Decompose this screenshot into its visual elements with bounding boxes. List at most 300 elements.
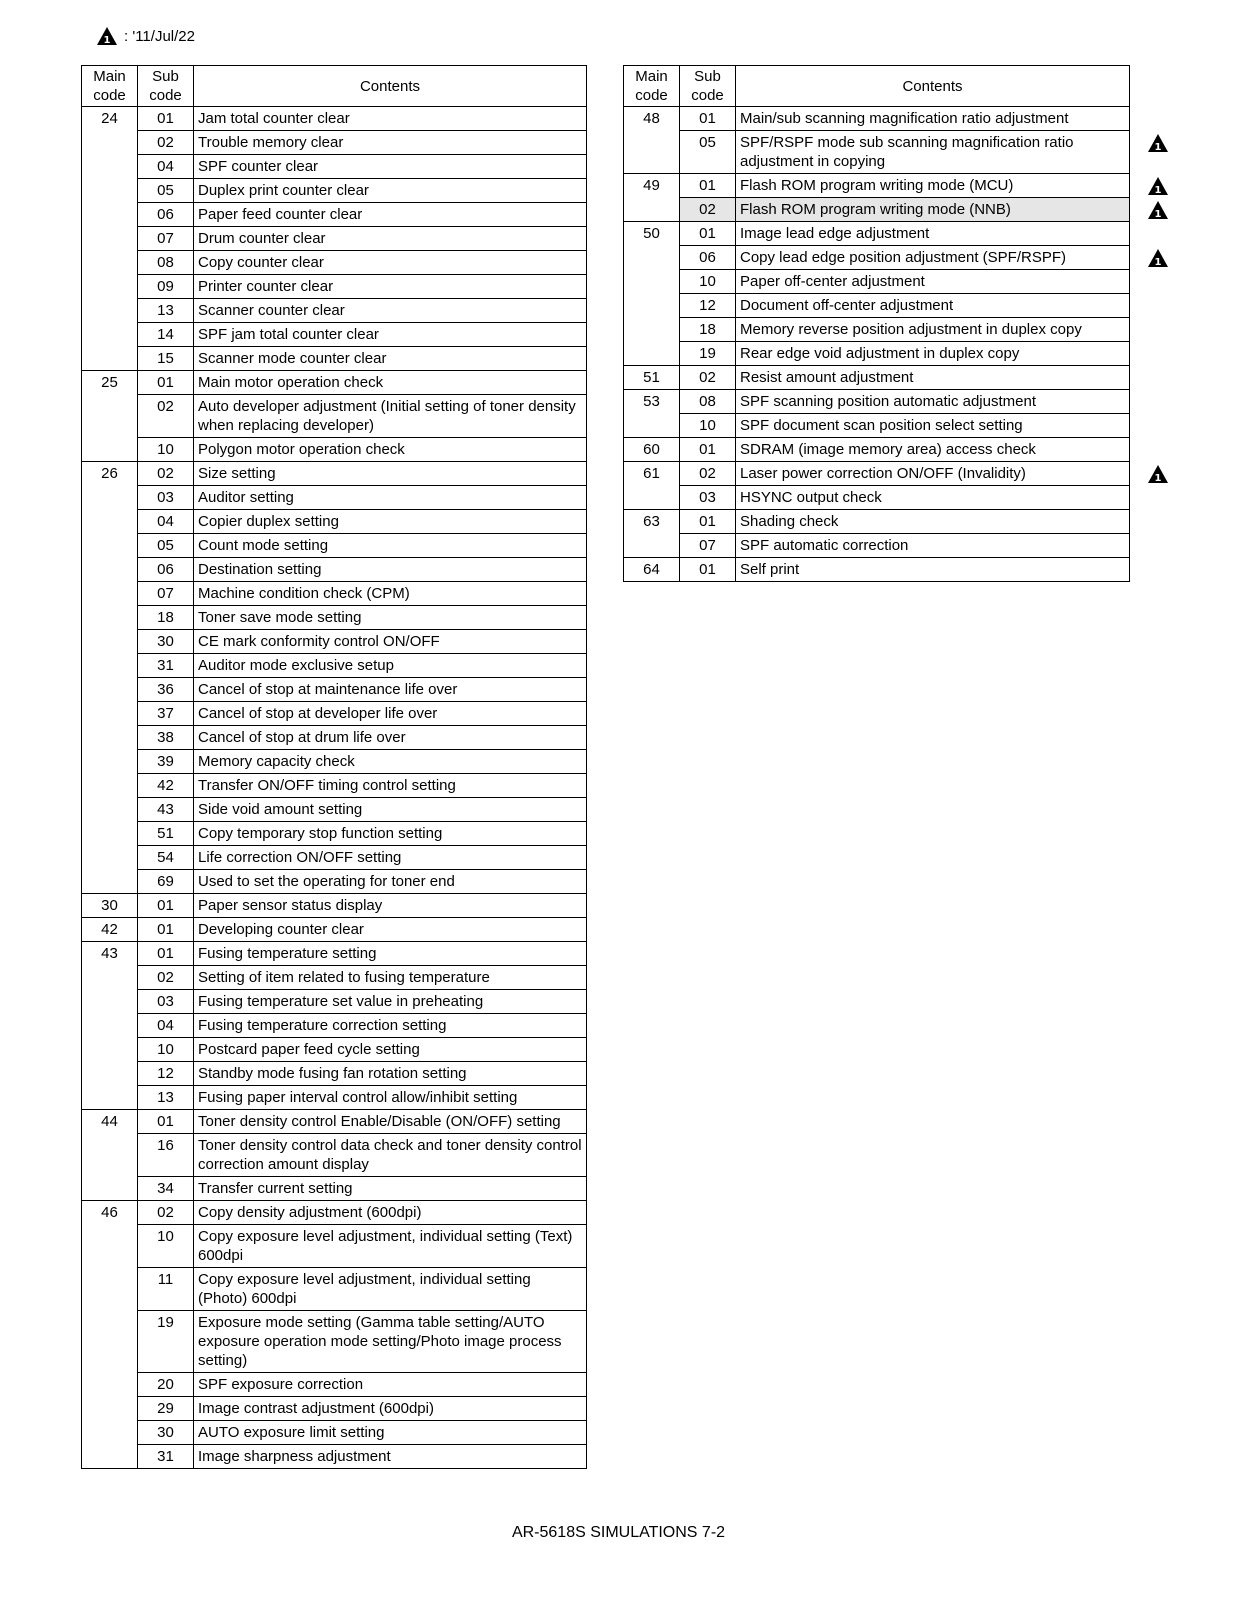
contents-cell: Self print: [736, 558, 1130, 582]
main-code-cell: 42: [82, 918, 138, 942]
contents-cell: Machine condition check (CPM): [194, 582, 587, 606]
main-code-cell: [82, 347, 138, 371]
table-row: [624, 366, 1130, 390]
contents-cell: SPF scanning position automatic adjustment: [736, 390, 1130, 414]
contents-cell: Fusing paper interval control allow/inhibit setting: [194, 1086, 587, 1110]
contents-cell: Rear edge void adjustment in duplex copy: [736, 342, 1130, 366]
table-row: [82, 275, 587, 299]
contents-cell: Laser power correction ON/OFF (Invalidity): [736, 462, 1130, 486]
contents-cell: Side void amount setting: [194, 798, 587, 822]
table-row: [624, 174, 1130, 198]
sub-code-cell: 43: [138, 798, 194, 822]
table-row: [82, 894, 587, 918]
main-code-cell: [624, 414, 680, 438]
main-code-cell: [82, 1397, 138, 1421]
main-code-cell: [624, 318, 680, 342]
contents-cell: Fusing temperature setting: [194, 942, 587, 966]
table-row: [82, 534, 587, 558]
main-code-cell: [82, 227, 138, 251]
table-row: [82, 942, 587, 966]
sub-code-cell: 10: [138, 1225, 194, 1268]
table-row: [82, 798, 587, 822]
revision-warning-icon: [1147, 248, 1169, 268]
sub-code-cell: 51: [138, 822, 194, 846]
table-row: [82, 107, 587, 131]
contents-cell: Flash ROM program writing mode (NNB): [736, 198, 1130, 222]
sub-code-cell: 16: [138, 1134, 194, 1177]
contents-cell: Copy exposure level adjustment, individual setting (Photo) 600dpi: [194, 1268, 587, 1311]
table-row: [82, 155, 587, 179]
sub-code-cell: 02: [680, 198, 736, 222]
main-code-cell: [82, 131, 138, 155]
table-row: [624, 222, 1130, 246]
contents-cell: Life correction ON/OFF setting: [194, 846, 587, 870]
sub-code-cell: 13: [138, 299, 194, 323]
table-row: [82, 438, 587, 462]
header-sub-code: Sub code: [680, 66, 736, 107]
contents-cell: Developing counter clear: [194, 918, 587, 942]
main-code-cell: [82, 822, 138, 846]
contents-cell: HSYNC output check: [736, 486, 1130, 510]
contents-cell: Cancel of stop at maintenance life over: [194, 678, 587, 702]
table-header-row: [82, 66, 587, 107]
sub-code-cell: 01: [138, 942, 194, 966]
main-code-cell: [624, 246, 680, 270]
table-row: [82, 1201, 587, 1225]
sub-code-cell: 02: [138, 1201, 194, 1225]
table-row: [82, 1225, 587, 1268]
main-code-cell: [82, 1268, 138, 1311]
main-code-cell: [82, 1038, 138, 1062]
contents-cell: Cancel of stop at drum life over: [194, 726, 587, 750]
sub-code-cell: 08: [138, 251, 194, 275]
contents-cell: Destination setting: [194, 558, 587, 582]
table-row: [82, 371, 587, 395]
table-header-row: [624, 66, 1130, 107]
sub-code-cell: 07: [138, 582, 194, 606]
table-row: [82, 654, 587, 678]
table-row: [82, 1421, 587, 1445]
sub-code-cell: 06: [138, 203, 194, 227]
sub-code-cell: 19: [680, 342, 736, 366]
sub-code-cell: 18: [138, 606, 194, 630]
main-code-cell: [82, 1445, 138, 1469]
sub-code-cell: 30: [138, 1421, 194, 1445]
contents-cell: Memory capacity check: [194, 750, 587, 774]
contents-cell: Drum counter clear: [194, 227, 587, 251]
header-contents: Contents: [736, 66, 1130, 107]
sub-code-cell: 04: [138, 155, 194, 179]
sub-code-cell: 31: [138, 654, 194, 678]
main-code-cell: [82, 1014, 138, 1038]
main-code-cell: [624, 270, 680, 294]
sub-code-cell: 10: [138, 438, 194, 462]
sub-code-cell: 31: [138, 1445, 194, 1469]
contents-cell: Paper sensor status display: [194, 894, 587, 918]
table-row: [82, 630, 587, 654]
table-row: [82, 1311, 587, 1373]
contents-cell: Transfer ON/OFF timing control setting: [194, 774, 587, 798]
contents-cell: SPF document scan position select setting: [736, 414, 1130, 438]
page-footer: AR-5618S SIMULATIONS 7-2: [511, 1524, 726, 1541]
contents-cell: Flash ROM program writing mode (MCU): [736, 174, 1130, 198]
contents-cell: Toner save mode setting: [194, 606, 587, 630]
contents-cell: Copy exposure level adjustment, individual setting (Text) 600dpi: [194, 1225, 587, 1268]
contents-cell: Main motor operation check: [194, 371, 587, 395]
main-code-cell: [82, 510, 138, 534]
table-row: [624, 414, 1130, 438]
contents-cell: Auto developer adjustment (Initial setting of toner density when replacing developer): [194, 395, 587, 438]
table-row: [624, 558, 1130, 582]
revision-warning-icon: [96, 26, 118, 46]
main-code-cell: 44: [82, 1110, 138, 1134]
sub-code-cell: 03: [680, 486, 736, 510]
contents-cell: Copy counter clear: [194, 251, 587, 275]
header-main-code: Main code: [82, 66, 138, 107]
header-contents: Contents: [194, 66, 587, 107]
table-row: [82, 1445, 587, 1469]
simulation-table-left: [81, 65, 587, 1469]
table-row: [82, 1373, 587, 1397]
sub-code-cell: 07: [138, 227, 194, 251]
main-code-cell: [82, 1062, 138, 1086]
sub-code-cell: 12: [138, 1062, 194, 1086]
main-code-cell: [82, 1086, 138, 1110]
table-row: [82, 990, 587, 1014]
sub-code-cell: 05: [138, 179, 194, 203]
main-code-cell: [82, 846, 138, 870]
sub-code-cell: 03: [138, 486, 194, 510]
contents-cell: Exposure mode setting (Gamma table setting/AUTO exposure operation mode setting/Photo image process setting): [194, 1311, 587, 1373]
main-code-cell: [82, 606, 138, 630]
main-code-cell: [82, 323, 138, 347]
sub-code-cell: 02: [138, 966, 194, 990]
main-code-cell: [82, 798, 138, 822]
contents-cell: Scanner mode counter clear: [194, 347, 587, 371]
table-row: [624, 534, 1130, 558]
sub-code-cell: 01: [680, 558, 736, 582]
contents-cell: SPF exposure correction: [194, 1373, 587, 1397]
table-row: [82, 1268, 587, 1311]
main-code-cell: [624, 294, 680, 318]
sub-code-cell: 06: [138, 558, 194, 582]
sub-code-cell: 10: [138, 1038, 194, 1062]
main-code-cell: [82, 203, 138, 227]
main-code-cell: [82, 750, 138, 774]
contents-cell: Copy lead edge position adjustment (SPF/RSPF): [736, 246, 1130, 270]
contents-cell: Fusing temperature set value in preheating: [194, 990, 587, 1014]
table-row: [624, 198, 1130, 222]
contents-cell: Main/sub scanning magnification ratio adjustment: [736, 107, 1130, 131]
contents-cell: Memory reverse position adjustment in duplex copy: [736, 318, 1130, 342]
main-code-cell: [82, 179, 138, 203]
revision-note: [96, 26, 195, 46]
main-code-cell: [82, 726, 138, 750]
sub-code-cell: 10: [680, 414, 736, 438]
main-code-cell: [82, 990, 138, 1014]
main-code-cell: [82, 486, 138, 510]
table-row: [624, 131, 1130, 174]
sub-code-cell: 02: [680, 366, 736, 390]
table-row: [624, 294, 1130, 318]
contents-cell: SDRAM (image memory area) access check: [736, 438, 1130, 462]
main-code-cell: 51: [624, 366, 680, 390]
sub-code-cell: 01: [138, 371, 194, 395]
sub-code-cell: 01: [138, 1110, 194, 1134]
main-code-cell: [82, 774, 138, 798]
sub-code-cell: 12: [680, 294, 736, 318]
sub-code-cell: 01: [138, 918, 194, 942]
contents-cell: Copy temporary stop function setting: [194, 822, 587, 846]
sub-code-cell: 38: [138, 726, 194, 750]
contents-cell: Image contrast adjustment (600dpi): [194, 1397, 587, 1421]
main-code-cell: [82, 438, 138, 462]
sub-code-cell: 01: [138, 107, 194, 131]
contents-cell: Used to set the operating for toner end: [194, 870, 587, 894]
main-code-cell: 25: [82, 371, 138, 395]
contents-cell: Toner density control Enable/Disable (ON/OFF) setting: [194, 1110, 587, 1134]
contents-cell: Paper off-center adjustment: [736, 270, 1130, 294]
table-row: [82, 203, 587, 227]
contents-cell: Transfer current setting: [194, 1177, 587, 1201]
contents-cell: AUTO exposure limit setting: [194, 1421, 587, 1445]
header-main-code: Main code: [624, 66, 680, 107]
sub-code-cell: 01: [680, 438, 736, 462]
main-code-cell: [624, 486, 680, 510]
main-code-cell: [82, 1177, 138, 1201]
svg-text:1: 1: [1154, 208, 1162, 220]
sub-code-cell: 39: [138, 750, 194, 774]
revision-warning-icon: [1147, 200, 1169, 220]
contents-cell: Auditor mode exclusive setup: [194, 654, 587, 678]
contents-cell: Duplex print counter clear: [194, 179, 587, 203]
contents-cell: Polygon motor operation check: [194, 438, 587, 462]
table-row: [82, 486, 587, 510]
main-code-cell: [82, 870, 138, 894]
main-code-cell: 24: [82, 107, 138, 131]
revision-warning-icon: [1147, 133, 1169, 153]
table-row: [82, 179, 587, 203]
table-row: [82, 870, 587, 894]
main-code-cell: [82, 654, 138, 678]
table-row: [624, 318, 1130, 342]
main-code-cell: [82, 630, 138, 654]
table-row: [82, 347, 587, 371]
contents-cell: Postcard paper feed cycle setting: [194, 1038, 587, 1062]
table-row: [82, 1086, 587, 1110]
table-row: [82, 1134, 587, 1177]
table-row: [82, 702, 587, 726]
table-row: [82, 1038, 587, 1062]
svg-text:1: 1: [1154, 472, 1162, 484]
main-code-cell: 46: [82, 1201, 138, 1225]
main-code-cell: [624, 198, 680, 222]
sub-code-cell: 01: [680, 174, 736, 198]
simulation-table-right: [623, 65, 1130, 582]
table-row: [82, 846, 587, 870]
main-code-cell: 26: [82, 462, 138, 486]
sub-code-cell: 37: [138, 702, 194, 726]
svg-text:1: 1: [1154, 256, 1162, 268]
main-code-cell: [82, 155, 138, 179]
contents-cell: Standby mode fusing fan rotation setting: [194, 1062, 587, 1086]
table-row: [82, 251, 587, 275]
table-row: [82, 299, 587, 323]
table-row: [82, 227, 587, 251]
table-row: [624, 342, 1130, 366]
header-sub-code: Sub code: [138, 66, 194, 107]
main-code-cell: [82, 558, 138, 582]
table-row: [82, 918, 587, 942]
contents-cell: Shading check: [736, 510, 1130, 534]
table-row: [82, 323, 587, 347]
sub-code-cell: 29: [138, 1397, 194, 1421]
contents-cell: SPF automatic correction: [736, 534, 1130, 558]
table-row: [82, 558, 587, 582]
main-code-cell: 61: [624, 462, 680, 486]
sub-code-cell: 07: [680, 534, 736, 558]
main-code-cell: [624, 342, 680, 366]
main-code-cell: [82, 1421, 138, 1445]
table-row: [624, 107, 1130, 131]
sub-code-cell: 36: [138, 678, 194, 702]
table-row: [624, 390, 1130, 414]
sub-code-cell: 05: [138, 534, 194, 558]
sub-code-cell: 02: [138, 395, 194, 438]
contents-cell: SPF/RSPF mode sub scanning magnification ratio adjustment in copying: [736, 131, 1130, 174]
table-row: [82, 774, 587, 798]
contents-cell: Paper feed counter clear: [194, 203, 587, 227]
sub-code-cell: 05: [680, 131, 736, 174]
contents-cell: Copy density adjustment (600dpi): [194, 1201, 587, 1225]
contents-cell: Resist amount adjustment: [736, 366, 1130, 390]
sub-code-cell: 01: [680, 107, 736, 131]
sub-code-cell: 01: [680, 222, 736, 246]
main-code-cell: [82, 299, 138, 323]
contents-cell: SPF counter clear: [194, 155, 587, 179]
sub-code-cell: 09: [138, 275, 194, 299]
table-row: [82, 822, 587, 846]
sub-code-cell: 20: [138, 1373, 194, 1397]
contents-cell: Image lead edge adjustment: [736, 222, 1130, 246]
svg-text:1: 1: [1154, 141, 1162, 153]
sub-code-cell: 06: [680, 246, 736, 270]
main-code-cell: 43: [82, 942, 138, 966]
main-code-cell: [82, 1134, 138, 1177]
main-code-cell: [82, 534, 138, 558]
sub-code-cell: 04: [138, 1014, 194, 1038]
main-code-cell: [82, 966, 138, 990]
svg-text:1: 1: [1154, 184, 1162, 196]
main-code-cell: [82, 1373, 138, 1397]
table-row: [82, 606, 587, 630]
main-code-cell: [624, 131, 680, 174]
sub-code-cell: 14: [138, 323, 194, 347]
main-code-cell: [624, 534, 680, 558]
main-code-cell: 64: [624, 558, 680, 582]
sub-code-cell: 54: [138, 846, 194, 870]
main-code-cell: 60: [624, 438, 680, 462]
sub-code-cell: 19: [138, 1311, 194, 1373]
table-row: [82, 750, 587, 774]
svg-text:1: 1: [103, 35, 111, 46]
sub-code-cell: 04: [138, 510, 194, 534]
sub-code-cell: 42: [138, 774, 194, 798]
contents-cell: Scanner counter clear: [194, 299, 587, 323]
contents-cell: Auditor setting: [194, 486, 587, 510]
sub-code-cell: 13: [138, 1086, 194, 1110]
contents-cell: Toner density control data check and toner density control correction amount display: [194, 1134, 587, 1177]
contents-cell: SPF jam total counter clear: [194, 323, 587, 347]
sub-code-cell: 10: [680, 270, 736, 294]
table-row: [82, 726, 587, 750]
main-code-cell: 50: [624, 222, 680, 246]
contents-cell: Printer counter clear: [194, 275, 587, 299]
sub-code-cell: 02: [138, 462, 194, 486]
table-row: [82, 1110, 587, 1134]
main-code-cell: 63: [624, 510, 680, 534]
contents-cell: Image sharpness adjustment: [194, 1445, 587, 1469]
contents-cell: Count mode setting: [194, 534, 587, 558]
table-row: [624, 246, 1130, 270]
sub-code-cell: 30: [138, 630, 194, 654]
main-code-cell: [82, 251, 138, 275]
table-row: [624, 462, 1130, 486]
revision-warning-icon: [1147, 464, 1169, 484]
sub-code-cell: 01: [138, 894, 194, 918]
contents-cell: Cancel of stop at developer life over: [194, 702, 587, 726]
main-code-cell: 30: [82, 894, 138, 918]
sub-code-cell: 18: [680, 318, 736, 342]
sub-code-cell: 69: [138, 870, 194, 894]
contents-cell: Trouble memory clear: [194, 131, 587, 155]
sub-code-cell: 02: [680, 462, 736, 486]
contents-cell: Fusing temperature correction setting: [194, 1014, 587, 1038]
table-row: [82, 395, 587, 438]
table-row: [82, 678, 587, 702]
table-row: [82, 1177, 587, 1201]
revision-warning-icon: [1147, 176, 1169, 196]
main-code-cell: [82, 678, 138, 702]
contents-cell: Setting of item related to fusing temperature: [194, 966, 587, 990]
table-row: [624, 510, 1130, 534]
main-code-cell: [82, 1225, 138, 1268]
table-row: [82, 1062, 587, 1086]
main-code-cell: [82, 275, 138, 299]
table-row: [82, 582, 587, 606]
contents-cell: CE mark conformity control ON/OFF: [194, 630, 587, 654]
table-row: [82, 510, 587, 534]
table-row: [82, 462, 587, 486]
main-code-cell: [82, 582, 138, 606]
main-code-cell: 49: [624, 174, 680, 198]
main-code-cell: [82, 1311, 138, 1373]
table-row: [624, 438, 1130, 462]
sub-code-cell: 34: [138, 1177, 194, 1201]
sub-code-cell: 01: [680, 510, 736, 534]
table-row: [82, 131, 587, 155]
table-row: [624, 486, 1130, 510]
sub-code-cell: 08: [680, 390, 736, 414]
table-row: [82, 966, 587, 990]
revision-date: : '11/Jul/22: [124, 27, 195, 45]
sub-code-cell: 15: [138, 347, 194, 371]
sub-code-cell: 02: [138, 131, 194, 155]
main-code-cell: [82, 702, 138, 726]
table-row: [624, 270, 1130, 294]
main-code-cell: [82, 395, 138, 438]
sub-code-cell: 11: [138, 1268, 194, 1311]
